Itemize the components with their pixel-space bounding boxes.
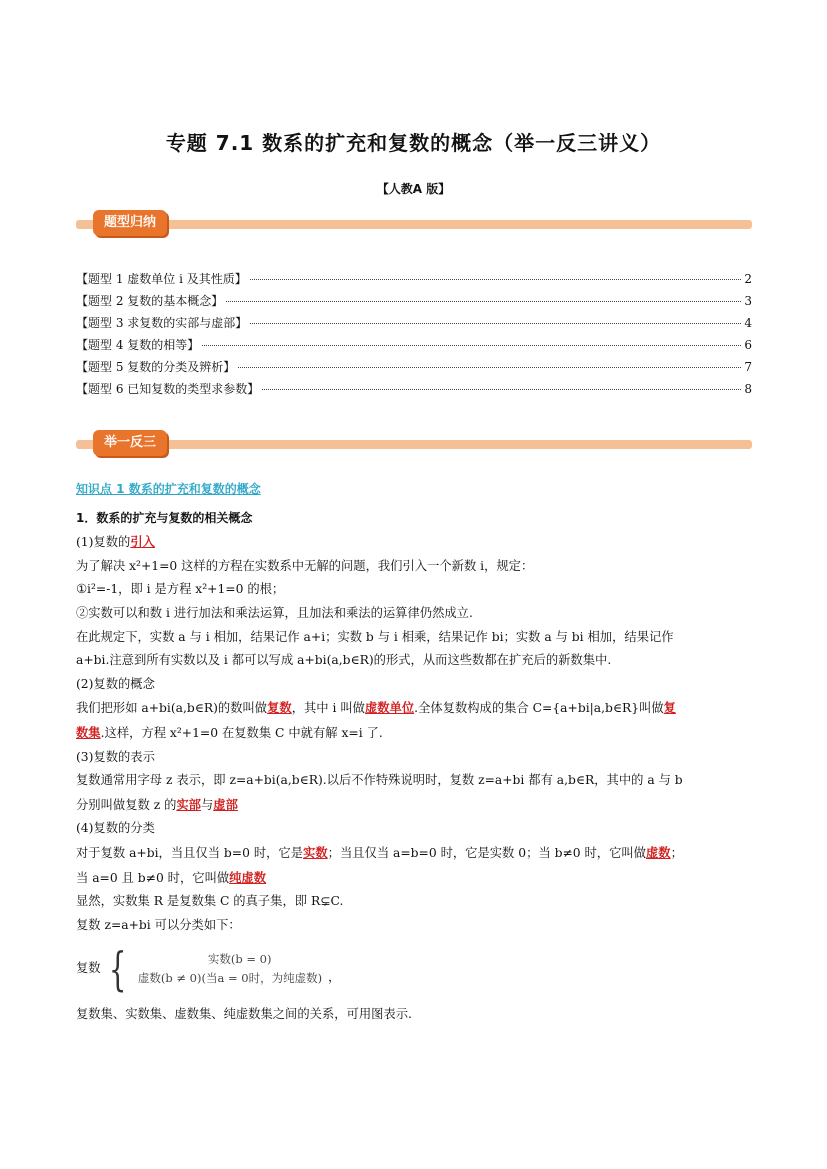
toc-item[interactable]: 【题型 5 复数的分类及辨析】 7 (76, 360, 752, 374)
subheading-classification: (4)复数的分类 (76, 821, 155, 836)
banner-tab: 举一反三 (93, 430, 167, 456)
highlight-term: 实数 (303, 844, 328, 860)
paragraph: 显然，实数集 R 是复数集 C 的真子集，即 R⊊C. (76, 894, 344, 909)
section-heading: 1．数系的扩充与复数的相关概念 (76, 510, 253, 525)
page-title: 专题 7.1 数系的扩充和复数的概念（举一反三讲义） (165, 131, 662, 155)
section-banner-types (76, 210, 752, 238)
paragraph: 数集.这样，方程 x²+1=0 在复数集 C 中就有解 x=i 了. (76, 724, 383, 740)
subheading-concept: (2)复数的概念 (76, 676, 155, 691)
toc-item[interactable]: 【题型 6 已知复数的类型求参数】 8 (76, 382, 752, 396)
paragraph: 当 a=0 且 b≠0 时，它叫做纯虚数 (76, 869, 267, 885)
classification-formula: 复数 { 实数(b = 0) 虚数(b ≠ 0)(当a = 0时，为纯虚数) ， (76, 942, 341, 997)
highlight-term: 复数 (267, 700, 292, 716)
toc-item[interactable]: 【题型 3 求复数的实部与虚部】 4 (76, 316, 752, 330)
paragraph: ②实数可以和数 i 进行加法和乘法运算，且加法和乘法的运算律仍然成立. (76, 605, 473, 620)
paragraph: ①i²=-1，即 i 是方程 x²+1=0 的根； (76, 582, 285, 597)
paragraph: 复数通常用字母 z 表示，即 z=a+bi(a,b∈R).以后不作特殊说明时，复数 z=a+bi 都有 a,b∈R，其中的 a 与 b (76, 773, 683, 788)
formula-row-imaginary: 虚数(b ≠ 0)(当a = 0时，为纯虚数) (137, 971, 323, 986)
highlight-term: 引入 (130, 534, 155, 550)
subheading-intro: (1)复数的引入 (76, 534, 155, 550)
subheading-representation: (3)复数的表示 (76, 749, 155, 764)
banner-tab: 题型归纳 (93, 210, 167, 236)
formula-row-real: 实数(b = 0) (207, 952, 272, 967)
left-brace-icon: { (108, 942, 127, 997)
highlight-term: 虚部 (213, 796, 238, 812)
paragraph: 我们把形如 a+bi(a,b∈R)的数叫做复数，其中 i 叫做虚数单位.全体复数构成的集合 C={a+bi|a,b∈R}叫做复 (76, 700, 676, 716)
edition-label: 【人教A 版】 (376, 182, 451, 196)
paragraph: 为了解决 x²+1=0 这样的方程在实数系中无解的问题，我们引入一个新数 i，规定： (76, 558, 534, 573)
paragraph: 复数 z=a+bi 可以分类如下： (76, 917, 241, 932)
paragraph: a+bi.注意到所有实数以及 i 都可以写成 a+bi(a,b∈R)的形式，从而这些数都在扩充后的新数集中. (76, 653, 612, 668)
knowledge-point-heading: 知识点 1 数系的扩充和复数的概念 (76, 482, 261, 496)
section-banner-examples (76, 430, 752, 458)
toc-item[interactable]: 【题型 2 复数的基本概念】 3 (76, 294, 752, 308)
banner-bar (76, 440, 752, 449)
highlight-term: 实部 (176, 796, 201, 812)
paragraph: 在此规定下，实数 a 与 i 相加，结果记作 a+i；实数 b 与 i 相乘，结果记作 bi；实数 a 与 bi 相加，结果记作 (76, 629, 674, 644)
paragraph: 分别叫做复数 z 的实部与虚部 (76, 796, 238, 812)
highlight-term: 复 (663, 700, 676, 716)
toc-item[interactable]: 【题型 1 虚数单位 i 及其性质】 2 (76, 272, 752, 286)
highlight-term: 数集 (76, 724, 101, 740)
highlight-term: 虚数单位 (364, 700, 415, 716)
paragraph: 复数集、实数集、虚数集、纯虚数集之间的关系，可用图表示. (76, 1007, 412, 1022)
highlight-term: 虚数 (646, 844, 671, 860)
table-of-contents (76, 270, 752, 402)
document-body (76, 478, 752, 1027)
banner-bar (76, 220, 752, 229)
formula-label: 复数 (76, 961, 101, 976)
highlight-term: 纯虚数 (229, 869, 267, 885)
paragraph: 对于复数 a+bi，当且仅当 b=0 时，它是实数；当且仅当 a=b=0 时，它是实数 0；当 b≠0 时，它叫做虚数； (76, 844, 683, 860)
toc-item[interactable]: 【题型 4 复数的相等】 6 (76, 338, 752, 352)
